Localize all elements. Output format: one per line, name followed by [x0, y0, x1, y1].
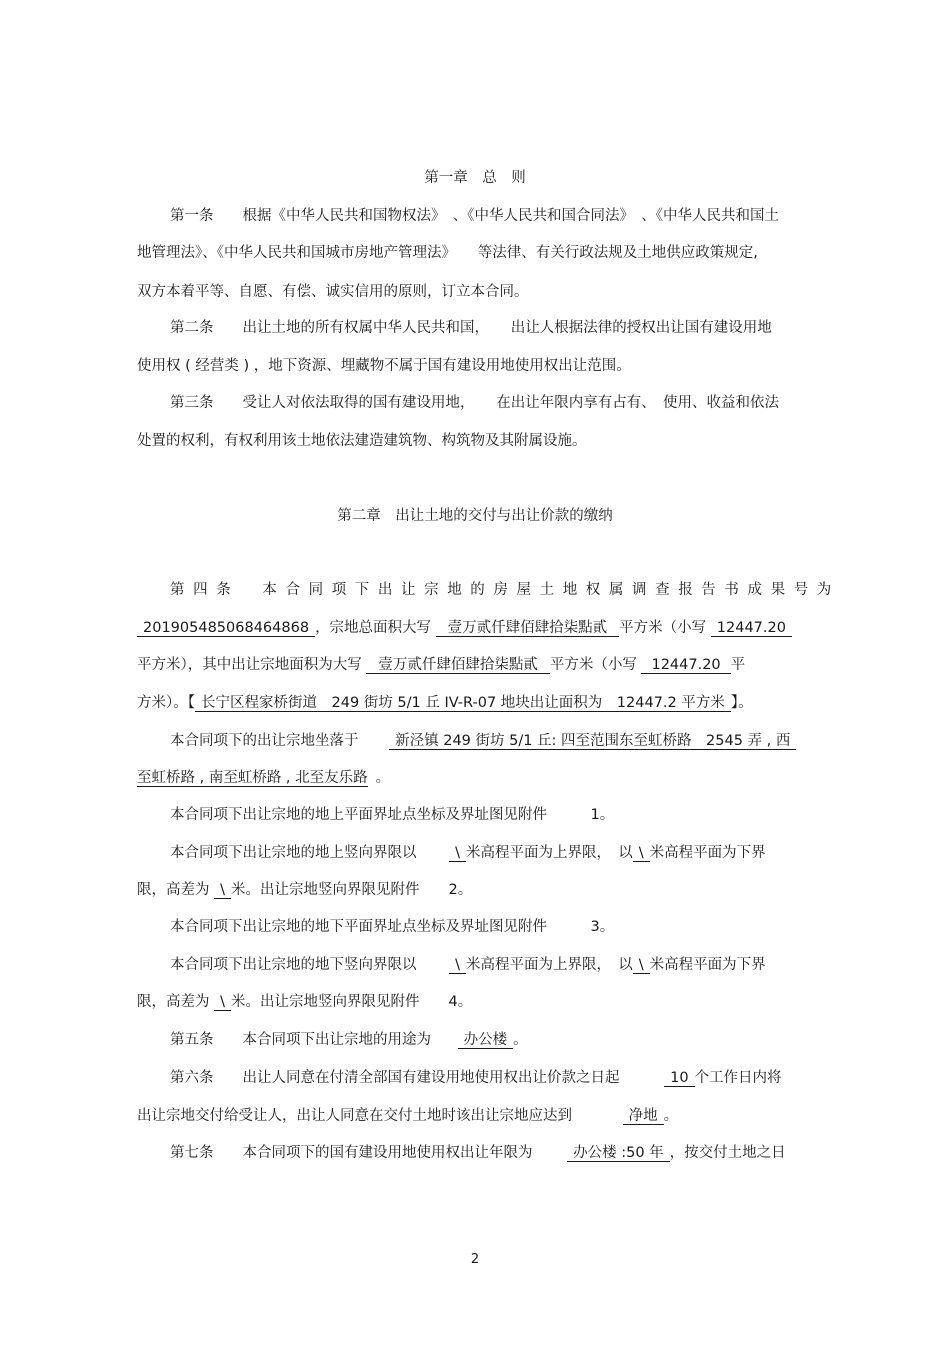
text-segment: 。 [663, 1108, 679, 1124]
text-segment: 。 [375, 770, 391, 786]
text-segment: 米。出让宗地竖向界限见附件 2。 [231, 882, 473, 898]
location-line-1 [170, 731, 796, 751]
article-3-line-2: 处置的权利，有权利用该土地依法建造建筑物、构筑物及其附属设施。 [137, 433, 587, 449]
grant-area-small: 12447.20 [641, 657, 730, 674]
above-upper-elevation: \ [449, 845, 466, 862]
text-segment: 米高程平面为上界限， 以 [466, 957, 633, 973]
under-vertical-line-2 [137, 992, 472, 1012]
above-vertical-line-2 [137, 880, 472, 900]
article-2-line-1: 第二条 出让土地的所有权属中华人民共和国， 出让人根据法律的授权出让国有建设用地 [170, 320, 772, 336]
article-1-line-3: 双方本着平等、自愿、有偿、诚实信用的原则，订立本合同。 [137, 284, 529, 300]
text-segment: 限，高差为 [137, 994, 210, 1010]
article-4-line-2 [137, 618, 792, 638]
article-2-line-2: 使用权 ( 经营类 ) ，地下资源、埋藏物不属于国有建设用地使用权出让范围。 [137, 358, 631, 374]
text-segment: 方米）。【 [137, 695, 195, 711]
text-segment: 平方米（小写 [549, 657, 637, 673]
text-segment: 平方米），其中出让宗地面积为大写 [137, 657, 362, 673]
under-upper-elevation: \ [449, 957, 466, 974]
text-segment: 出让宗地交付给受让人，出让人同意在交付土地时该出让宗地应达到 [137, 1108, 572, 1124]
total-area-upper: 壹万贰仟肆佰肆拾柒點貳 [436, 620, 620, 637]
text-segment: 。 [513, 1032, 528, 1048]
above-lower-elevation: \ [633, 845, 650, 862]
text-segment: 平 [730, 657, 746, 673]
text-segment: 第五条 本合同项下出让宗地的用途为 [170, 1032, 431, 1048]
chapter-2-title: 第二章 出让土地的交付与出让价款的缴纳 [337, 508, 613, 524]
under-vertical-line-1 [170, 955, 766, 975]
text-segment: 米高程平面为下界 [649, 845, 766, 861]
article-1-line-2: 地管理法》、《中华人民共和国城市房地产管理法》 等法律、有关行政法规及土地供应政策规定, [137, 245, 758, 261]
text-segment: 本合同项下出让宗地的地上竖向界限以 [170, 845, 417, 861]
above-vertical-line-1 [170, 843, 766, 863]
article-7-line-1 [170, 1143, 786, 1163]
article-4-line-3 [137, 655, 745, 675]
text-segment: 米高程平面为上界限， 以 [466, 845, 633, 861]
article-1-line-1: 第一条 根据《中华人民共和国物权法》 、《中华人民共和国合同法》 、《中华人民共和国土 [170, 208, 779, 224]
text-segment: 米。出让宗地竖向界限见附件 4。 [231, 994, 473, 1010]
grant-term: 办公楼 :50 年 [567, 1145, 670, 1162]
article-6-line-2 [137, 1106, 678, 1126]
delivery-condition: 净地 [623, 1108, 664, 1125]
text-segment: 限，高差为 [137, 882, 210, 898]
report-number: 201905485068464868 [137, 620, 315, 637]
article-4-line-4 [137, 693, 753, 713]
article-5-line [170, 1030, 528, 1050]
text-segment: 平方米（小写 [619, 620, 707, 636]
above-height-diff: \ [214, 882, 231, 899]
surface-boundary-line: 本合同项下出让宗地的地上平面界址点坐标及界址图见附件 1。 [170, 807, 615, 823]
under-height-diff: \ [214, 994, 231, 1011]
text-segment: ，按交付土地之日 [669, 1145, 786, 1161]
location-value-1: 新泾镇 249 街坊 5/1 丘: 四至范围东至虹桥路 2545 弄 , 西 [389, 733, 796, 750]
block-description: 长宁区程家桥街道 249 街坊 5/1 丘 IV-R-07 地块出让面积为 12447.2 平方米 [195, 695, 731, 712]
text-segment: 本合同项下出让宗地的地下竖向界限以 [170, 957, 417, 973]
text-segment: 个工作日内将 [694, 1070, 782, 1086]
text-segment: 第七条 本合同项下的国有建设用地使用权出让年限为 [170, 1145, 533, 1161]
under-lower-elevation: \ [633, 957, 650, 974]
text-segment: 米高程平面为下界 [649, 957, 766, 973]
article-4-line-1: 第四条 本合同项下出让宗地的房屋土地权属调查报告书成果号为 [170, 582, 840, 598]
land-use: 办公楼 [458, 1032, 514, 1049]
chapter-1-title: 第一章 总 则 [424, 170, 526, 186]
grant-area-upper: 壹万贰仟肆佰肆拾柒點貳 [366, 657, 550, 674]
text-segment: 本合同项下的出让宗地坐落于 [170, 733, 359, 749]
text-segment: 第六条 出让人同意在付清全部国有建设用地使用权出让价款之日起 [170, 1070, 620, 1086]
article-6-line-1 [170, 1068, 782, 1088]
article-3-line-1: 第三条 受让人对依法取得的国有建设用地， 在出让年限内享有占有、 使用、收益和依法 [170, 395, 779, 411]
delivery-days: 10 [664, 1070, 694, 1087]
text-segment: 】。 [730, 695, 753, 711]
page-number: 2 [470, 1252, 480, 1267]
underground-boundary-line: 本合同项下出让宗地的地下平面界址点坐标及界址图见附件 3。 [170, 919, 615, 935]
total-area-small: 12447.20 [711, 620, 792, 637]
text-segment: ，宗地总面积大写 [315, 620, 432, 636]
location-value-2: 至虹桥路 , 南至虹桥路 , 北至友乐路 [137, 770, 368, 786]
location-line-2 [137, 768, 390, 788]
